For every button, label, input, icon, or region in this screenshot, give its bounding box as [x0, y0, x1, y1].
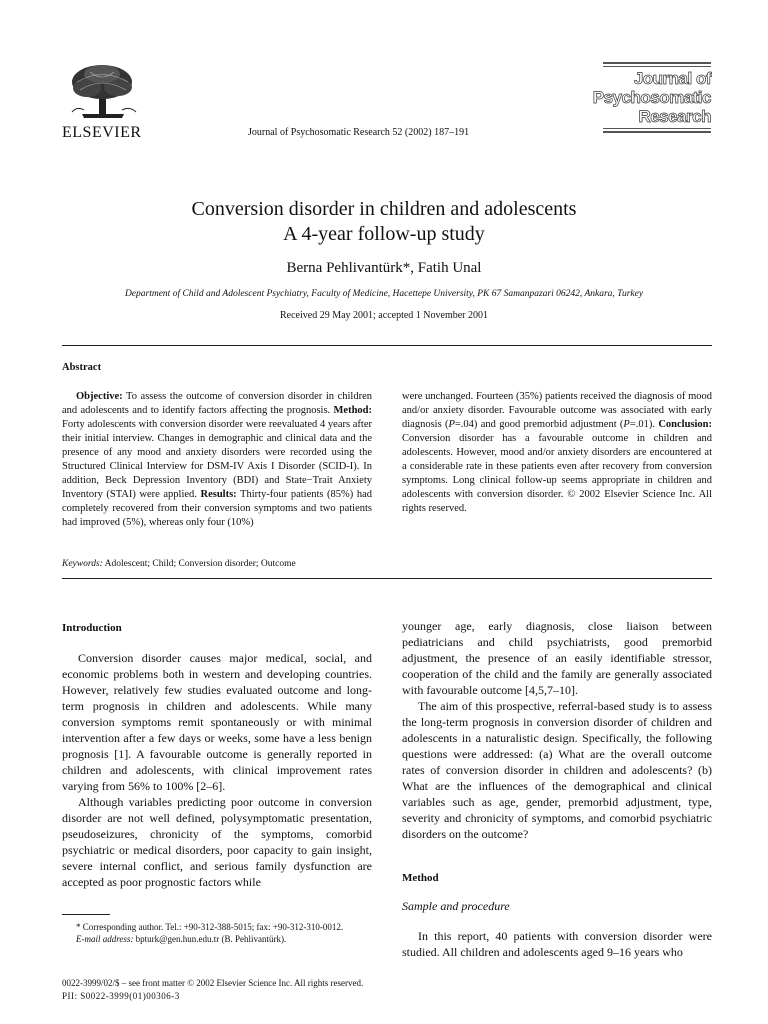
divider-top — [62, 345, 712, 346]
email-address[interactable]: bpturk@gen.hun.edu.tr (B. Pehlivantürk). — [133, 934, 287, 944]
method-heading: Method — [402, 872, 439, 884]
received-dates: Received 29 May 2001; accepted 1 November 2001 — [280, 310, 488, 321]
abstract-right-column — [402, 390, 712, 516]
body-paragraph: In this report, 40 patients with conversion disorder were studied. All children and adolescents aged 9–16 years who — [402, 929, 712, 959]
article-title — [0, 197, 768, 247]
pii-line: PII: S0022-3999(01)00306-3 — [62, 991, 180, 1001]
publisher-name: ELSEVIER — [62, 124, 142, 141]
abstract-left-column — [62, 390, 372, 530]
journal-brand-line: Research — [638, 107, 711, 126]
divider-bottom — [62, 578, 712, 579]
footnote-rule — [62, 914, 110, 915]
p-value: =.04) and good premorbid adjustment ( — [454, 419, 624, 430]
body-paragraph: younger age, early diagnosis, close liaison between pediatricians and child psychiatrists, good premorbid adjustment, the presence of an easily identifiable stressor, cooperation of the child and the family are generally associated with favourable outcome [4,5,7–10]. — [402, 619, 712, 697]
keywords — [62, 559, 296, 569]
title-line-2: A 4-year follow-up study — [283, 223, 485, 245]
conclusion-label: Conclusion: — [658, 419, 713, 430]
footnote — [62, 921, 372, 945]
objective-text: To assess the outcome of conversion disorder in children and adolescents and to identify factors affecting the prognosis. — [62, 391, 372, 416]
abstract-paragraph-cont — [402, 390, 712, 516]
authors: Berna Pehlivantürk*, Fatih Unal — [286, 260, 482, 276]
journal-brand-logo — [592, 62, 711, 132]
body-paragraph: The aim of this prospective, referral-based study is to assess the long-term prognosis in conversion disorder of children and adolescents in a naturalistic design. Specifically, the following questions were addressed: (a) What are the overall outcome rates of conversion disorder in children and adolescents? (b) What are the influences of the demographical and clinical variables such as age, gender, premorbid adjustment, type, severity and chronicity of symptoms, and comorbid psychiatric disorders on the outcome? — [402, 699, 712, 841]
affiliation: Department of Child and Adolescent Psychiatry, Faculty of Medicine, Hacettepe University, PK 67 Samanpazari 06242, Ankara, Turkey — [124, 289, 644, 299]
body-right-column — [402, 618, 712, 960]
conclusion-text: Conversion disorder has a favourable outcome in children and adolescents. However, mood and/or anxiety disorders are encountered at a considerable rate in these patients even after recovery from conversion symptoms. Long clinical follow-up seems appropriate in children and adolescents with conversion disorder. © 2002 Elsevier Science Inc. All rights reserved. — [402, 433, 712, 514]
abstract-paragraph — [62, 390, 372, 530]
body-paragraph: Conversion disorder causes major medical, social, and economic problems both in western and developing countries. However, relatively few studies evaluated outcome and long-term prognosis in children and adolescents. While many conversion symptoms remit spontaneously or with minimal intervention after a few days or weeks, some have a less benign prognosis [1]. A favourable outcome is generally reported in children and adolescents, with clinical improvement rates varying from 56% to 100% [2–6]. — [62, 651, 372, 793]
body-paragraph: Although variables predicting poor outcome in conversion disorder are not well defined, polysymptomatic presentation, pseudoseizures, chronicity of the symptoms, comorbid psychiatric or medical disorders, poor capacity to gain insight, severe internal conflict, and serious family dysfunction are accepted as poor prognostic factors while — [62, 795, 372, 889]
title-line-1: Conversion disorder in children and adolescents — [191, 198, 577, 220]
method-label: Method: — [333, 405, 372, 416]
results-text-cont: were unchanged. Fourteen (35%) patients received the diagnosis of mood and/or anxiety disorder. Favourable outcome was associated with early diagnosis ( — [402, 391, 712, 430]
body-left-column — [62, 620, 372, 890]
p-symbol: P — [623, 419, 630, 430]
issn-line: 0022-3999/02/$ – see front matter © 2002 Elsevier Science Inc. All rights reserved. — [62, 978, 364, 988]
keywords-list: Adolescent; Child; Conversion disorder; Outcome — [102, 559, 296, 569]
objective-label: Objective: — [76, 391, 123, 402]
introduction-heading: Introduction — [62, 622, 122, 634]
elsevier-tree-logo — [62, 62, 144, 120]
keywords-label: Keywords: — [62, 559, 103, 569]
p-symbol: P — [448, 419, 455, 430]
results-label: Results: — [200, 489, 237, 500]
journal-citation: Journal of Psychosomatic Research 52 (2002) 187–191 — [248, 127, 470, 138]
email-label: E-mail address: — [76, 934, 134, 944]
results-text: Thirty-four patients (85%) had completely recovered from their conversion symptoms and two patients had improved (5%), whereas only four (10%) — [62, 489, 372, 528]
journal-brand-line: Psychosomatic — [592, 88, 711, 107]
method-text: Forty adolescents with conversion disorder were reevaluated 4 years after their initial interview. Changes in demographic and clinical data and the presence of any mood and anxiety disorders were recorded using the Structured Clinical Interview for DSM-IV Axis I Disorder (SCID-I). In addition, Beck Depression Inventory (BDI) and State−Trait Anxiety Inventory (STAI) were applied. — [62, 419, 372, 500]
email-line — [62, 933, 372, 945]
sample-subheading: Sample and procedure — [402, 899, 510, 913]
abstract-heading: Abstract — [62, 362, 102, 373]
journal-brand-line: Journal of — [633, 69, 711, 88]
p-value: =.01). — [629, 419, 659, 430]
corresponding-author: * Corresponding author. Tel.: +90-312-388-5015; fax: +90-312-310-0012. — [76, 922, 344, 932]
